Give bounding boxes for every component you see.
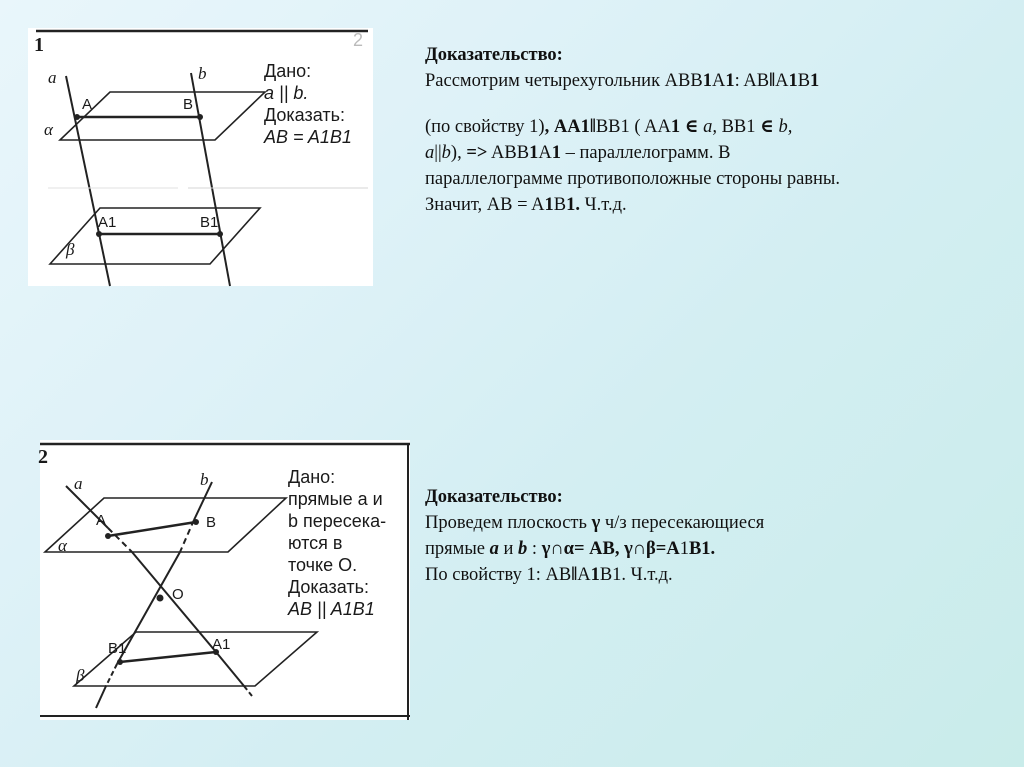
prove-text: AB || A1B1 [288,599,375,619]
text-fragment: ∈ [760,117,774,137]
line-b [191,73,230,286]
text-fragment: 1. [701,539,716,559]
text-fragment: : AB [734,71,770,91]
text-fragment: A [577,565,591,585]
proof-1-line-1 [425,68,995,94]
proof-2 [425,484,985,588]
point-A1-dot [96,231,102,237]
given-line-2: b пересека- [288,511,387,531]
label-point-A1: A1 [212,636,231,653]
text-fragment: Рассмотрим четырехугольник ABB [425,71,703,91]
given-line-1: прямые a и [288,489,383,509]
line-b-dashed-lower [106,664,117,686]
text-fragment: 1 [725,71,735,91]
text-fragment: b, [773,117,793,137]
prove-text: AB = A1B1 [264,127,352,147]
prove-title: Доказать: [288,577,369,597]
label-point-A1: A1 [98,214,117,231]
proof-1-line-4: параллелограмме противоположные стороны равны. [425,169,840,189]
text-fragment: b [518,539,528,559]
text-fragment: B [688,539,702,559]
text-fragment: прямые [425,539,490,559]
text-fragment: 1 ∈ [670,117,699,137]
text-fragment: BB1 [716,117,761,137]
text-fragment: ‖ [589,117,596,137]
text-fragment: 1. [566,195,580,215]
proof-2-line-3 [425,562,985,588]
given-title: Дано: [264,61,312,81]
label-plane-alpha: α [58,536,67,555]
label-point-B1: B1 [108,640,127,657]
text-fragment: A [538,143,552,163]
text-fragment: a [489,539,499,559]
label-point-B: B [206,514,217,531]
prove-title: Доказать: [264,105,345,125]
text-fragment: ), [450,143,467,163]
text-fragment: B [553,195,567,215]
text-fragment: ‖ [571,565,578,585]
given-title: Дано: [288,467,336,487]
text-fragment: 1 [551,143,561,163]
text-fragment: 1 [810,71,820,91]
label-line-a: a [74,474,83,493]
text-fragment: || [434,143,442,163]
line-a-lower [216,652,244,686]
text-fragment: B1. Ч.т.д. [599,565,673,585]
label-point-B: B [183,96,194,113]
figure-corner-number: 2 [353,30,364,50]
figure-2 [40,440,410,720]
text-fragment: a [425,143,435,163]
label-point-A: A [96,512,107,529]
proof-1-line-3 [425,140,995,166]
given-text: a || b. [264,83,309,103]
point-B1-dot [117,659,123,665]
text-fragment: A [775,71,789,91]
line-a-dashed-lower [244,686,252,696]
plane-alpha [45,498,286,552]
proof-2-line-2 [425,536,985,562]
text-fragment: (по свойству 1) [425,117,545,137]
proof-1-line-5 [425,192,995,218]
line-b-lower [96,686,106,708]
given-line-3: ются в [288,533,343,553]
text-fragment: ‖ [769,71,776,91]
label-plane-beta: β [66,240,75,259]
point-B-dot [193,519,199,525]
label-point-B1: B1 [200,214,219,231]
point-B1-dot [217,231,223,237]
point-B-dot [197,114,203,120]
label-point-A: A [82,96,93,113]
text-fragment: a, [698,117,717,137]
figure-2-number: 2 [38,446,48,468]
proof-2-line-1 [425,510,985,536]
text-fragment: , AA1 [544,117,590,137]
given-line-4: точке O. [288,555,358,575]
segment-A1B1 [120,652,216,662]
label-plane-beta: β [76,666,85,685]
text-fragment: ч/з пересекающиеся [600,513,765,533]
plane-beta [50,208,260,264]
text-fragment: – параллелограмм. В [560,143,731,163]
text-fragment: 1 [544,195,554,215]
text-fragment: γ∩α= AB, γ∩β=A [541,539,680,559]
text-fragment: 1 [529,143,539,163]
text-fragment: b [441,143,451,163]
text-fragment: 1 [679,539,689,559]
label-line-b: b [198,64,207,83]
segment-AB [108,522,196,536]
label-point-O: O [172,586,184,603]
text-fragment: A [711,71,726,91]
text-fragment: 1 [788,71,798,91]
figure-2-given [288,466,386,620]
text-fragment: и [498,539,519,559]
text-fragment: Значит, AB = A [425,195,545,215]
proof-1-heading: Доказательство: [425,45,563,65]
text-fragment: B [797,71,811,91]
figure-1 [28,28,373,286]
figure-1-given [264,60,352,148]
text-fragment: По свойству 1: AB [425,565,572,585]
proof-2-heading: Доказательство: [425,487,563,507]
text-fragment: : [527,539,542,559]
text-fragment: 1 [590,565,600,585]
text-fragment: Проведем плоскость [425,513,592,533]
point-O-dot [157,595,164,602]
text-fragment: => [466,143,488,163]
text-fragment: BB1 ( AA [595,117,671,137]
text-fragment: γ [591,513,601,533]
text-fragment: ABB [487,143,530,163]
label-plane-alpha: α [44,120,53,139]
text-fragment: 1 [702,71,712,91]
proof-1 [425,42,995,218]
proof-1-line-2 [425,114,995,140]
point-A-dot [105,533,111,539]
line-b-middle [117,552,180,664]
figure-1-number: 1 [34,34,44,56]
text-fragment: Ч.т.д. [579,195,627,215]
label-line-a: a [48,68,57,87]
point-A-dot [74,114,80,120]
label-line-b: b [200,470,209,489]
